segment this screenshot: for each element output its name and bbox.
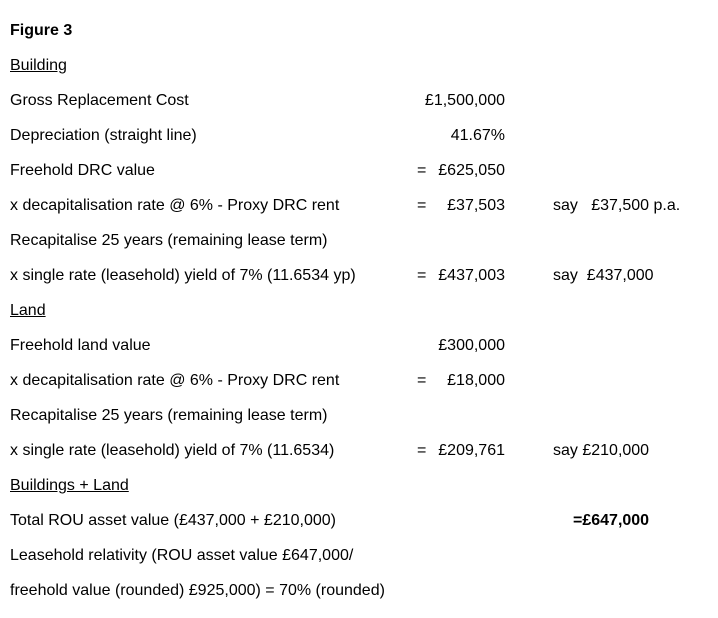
row-value: £300,000 (438, 337, 505, 354)
say-value: say £37,500 p.a. (553, 197, 681, 214)
row-value: £1,500,000 (424, 92, 505, 109)
equals-sign: = (417, 162, 427, 179)
row-label: Recapitalise 25 years (remaining lease term) (10, 407, 328, 424)
figure-title: Figure 3 (10, 22, 73, 39)
row-label: x decapitalisation rate @ 6% - Proxy DRC rent (10, 197, 340, 214)
row-label: freehold value (rounded) £925,000) = 70% (rounded) (10, 582, 385, 599)
equals-sign: = (417, 372, 427, 389)
row-label: Depreciation (straight line) (10, 127, 197, 144)
row-label: Recapitalise 25 years (remaining lease term) (10, 232, 328, 249)
row-leasehold-relativity-line2 (10, 573, 718, 608)
row-building-decapitalisation-rate (10, 188, 718, 223)
row-freehold-drc-value (10, 153, 718, 188)
row-value: £209,761 (438, 442, 505, 459)
row-total-rou-asset-value (10, 503, 718, 538)
section-heading-building: Building (10, 57, 67, 74)
row-land-single-rate-yield (10, 433, 718, 468)
row-building-single-rate-yield (10, 258, 718, 293)
row-land-decapitalisation-rate (10, 363, 718, 398)
section-heading-buildings-plus-land: Buildings + Land (10, 477, 129, 494)
total-value: =£647,000 (573, 512, 650, 529)
row-value: £625,050 (438, 162, 505, 179)
row-depreciation (10, 118, 718, 153)
section-buildings-plus-land (10, 468, 718, 503)
row-label: Freehold DRC value (10, 162, 155, 179)
say-value: say £437,000 (553, 267, 654, 284)
section-land (10, 293, 718, 328)
row-label: Freehold land value (10, 337, 151, 354)
row-value: 41.67% (450, 127, 505, 144)
row-leasehold-relativity-line1 (10, 538, 718, 573)
row-value: £437,003 (438, 267, 505, 284)
row-label: Gross Replacement Cost (10, 92, 189, 109)
row-value: £37,503 (447, 197, 505, 214)
row-freehold-land-value (10, 328, 718, 363)
row-label: Total ROU asset value (£437,000 + £210,000) (10, 512, 336, 529)
row-gross-replacement-cost (10, 83, 718, 118)
say-value: say £210,000 (553, 442, 650, 459)
row-label: Leasehold relativity (ROU asset value £647,000/ (10, 547, 354, 564)
row-figure-title (10, 13, 718, 48)
row-label: x decapitalisation rate @ 6% - Proxy DRC rent (10, 372, 340, 389)
row-building-recapitalise (10, 223, 718, 258)
equals-sign: = (417, 442, 427, 459)
equals-sign: = (417, 197, 427, 214)
section-heading-land: Land (10, 302, 46, 319)
row-land-recapitalise (10, 398, 718, 433)
row-value: £18,000 (447, 372, 505, 389)
equals-sign: = (417, 267, 427, 284)
row-label: x single rate (leasehold) yield of 7% (11.6534 yp) (10, 267, 356, 284)
row-label: x single rate (leasehold) yield of 7% (11.6534) (10, 442, 335, 459)
section-building (10, 48, 718, 83)
